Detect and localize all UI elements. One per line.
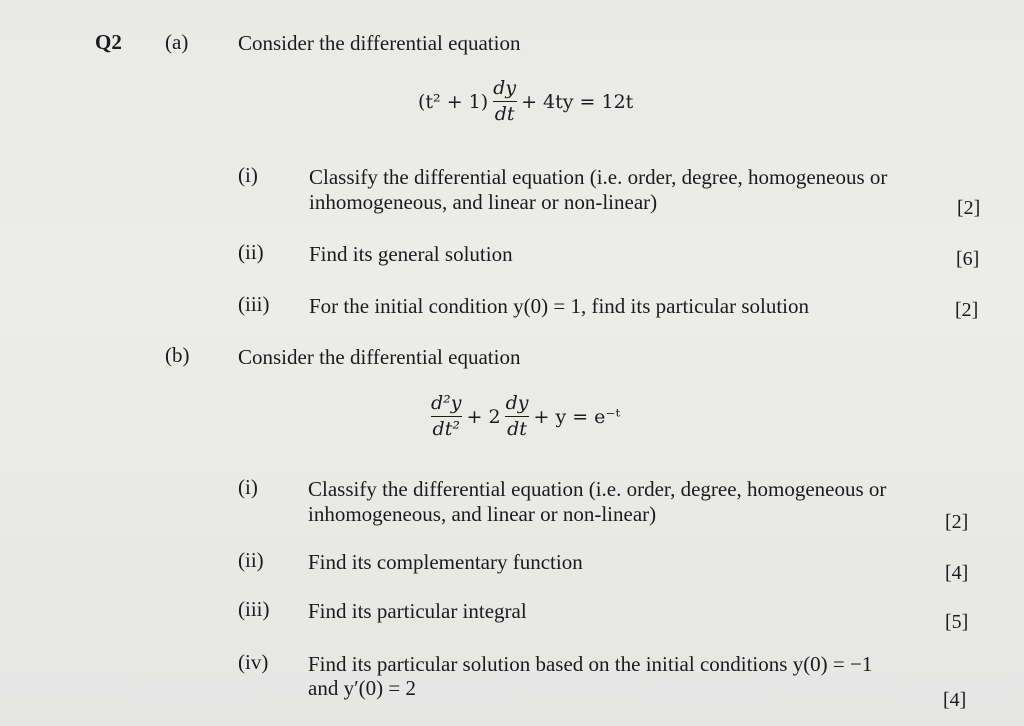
eq-b-frac1-num: d²y bbox=[431, 392, 462, 414]
part-a-equation bbox=[418, 78, 633, 125]
eq-b-mid: + 2 bbox=[466, 405, 501, 428]
b-i-text-line1: Classify the differential equation (i.e. order, degree, homogeneous or bbox=[308, 477, 887, 501]
eq-b-frac1-den: dt² bbox=[432, 418, 460, 440]
b-i-text-line2: inhomogeneous, and linear or non-linear) bbox=[308, 502, 657, 526]
part-b-intro: Consider the differential equation bbox=[238, 345, 521, 369]
a-ii-text: Find its general solution bbox=[309, 242, 513, 266]
b-iii-marks: [5] bbox=[945, 611, 969, 633]
a-i-label: (i) bbox=[238, 163, 258, 187]
b-iv-text-line1: Find its particular solution based on the initial conditions y(0) = −1 bbox=[308, 652, 873, 676]
b-iv-text-line2: and y′(0) = 2 bbox=[308, 676, 416, 700]
eq-a-frac-den: dt bbox=[494, 103, 515, 125]
b-iv-label: (iv) bbox=[238, 650, 269, 674]
a-ii-marks: [6] bbox=[956, 248, 980, 270]
a-iii-label: (iii) bbox=[238, 292, 270, 316]
a-iii-text: For the initial condition y(0) = 1, find its particular solution bbox=[309, 294, 810, 318]
part-b-equation bbox=[426, 393, 620, 440]
part-b-label: (b) bbox=[165, 343, 190, 367]
eq-a-fraction bbox=[491, 78, 518, 125]
eq-b-rest: + y = e⁻ᵗ bbox=[533, 405, 621, 428]
eq-b-frac2-den: dt bbox=[507, 418, 527, 440]
a-i-marks: [2] bbox=[957, 197, 981, 219]
b-ii-marks: [4] bbox=[945, 562, 969, 584]
b-i-marks: [2] bbox=[945, 511, 969, 533]
eq-a-rest: + 4ty = 12t bbox=[521, 90, 634, 113]
b-ii-text: Find its complementary function bbox=[308, 550, 583, 574]
eq-b-fraction-1 bbox=[429, 393, 464, 440]
a-iii-marks: [2] bbox=[955, 299, 979, 321]
a-i-text-line2: inhomogeneous, and linear or non-linear) bbox=[309, 190, 658, 214]
b-iii-label: (iii) bbox=[238, 597, 270, 621]
eq-b-fraction-2 bbox=[504, 393, 531, 440]
eq-b-frac2-num: dy bbox=[505, 392, 529, 414]
b-iv-marks: [4] bbox=[943, 689, 967, 711]
b-iii-text: Find its particular integral bbox=[308, 599, 527, 623]
question-number: Q2 bbox=[95, 30, 122, 54]
part-a-label: (a) bbox=[165, 30, 189, 54]
eq-a-prefix: (t² + 1) bbox=[418, 90, 489, 113]
part-a-intro: Consider the differential equation bbox=[238, 31, 521, 55]
b-i-label: (i) bbox=[238, 475, 258, 499]
a-ii-label: (ii) bbox=[238, 240, 264, 264]
eq-a-frac-num: dy bbox=[493, 77, 517, 99]
b-ii-label: (ii) bbox=[238, 548, 264, 572]
a-i-text-line1: Classify the differential equation (i.e. order, degree, homogeneous or bbox=[309, 165, 888, 189]
